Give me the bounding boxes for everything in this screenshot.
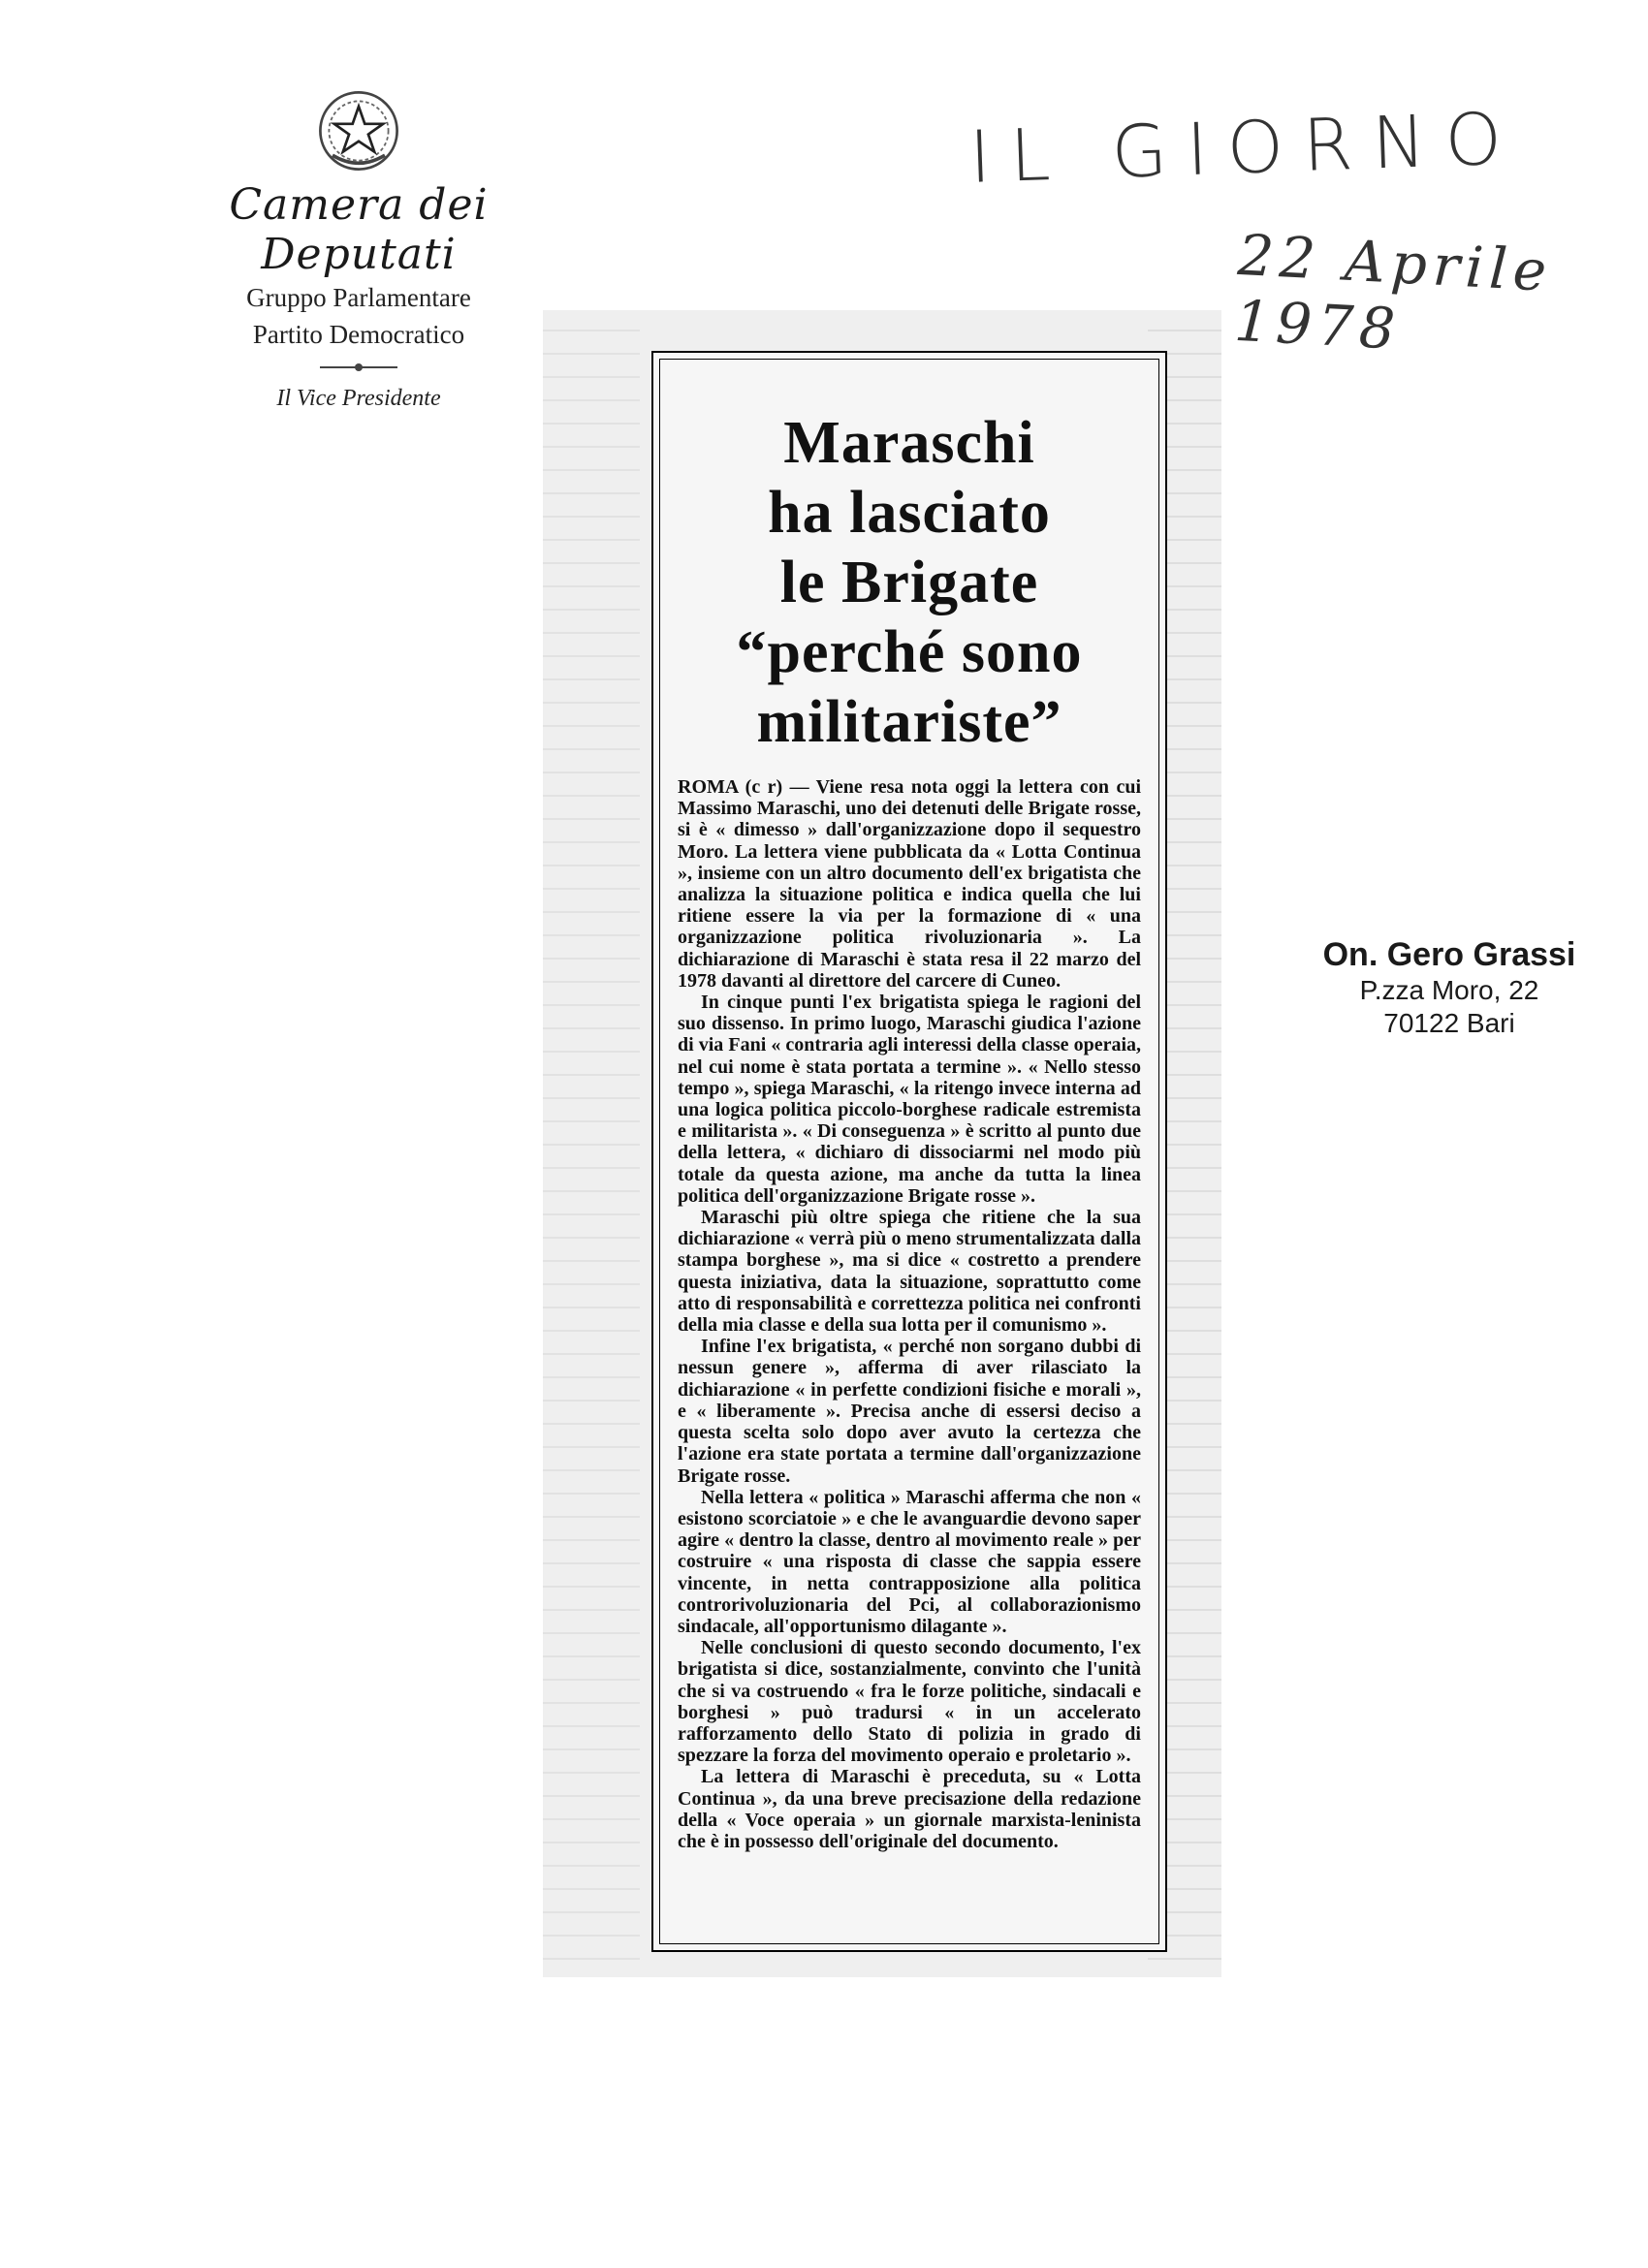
article-paragraph: Nelle conclusioni di questo secondo documento, l'ex brigatista si dice, sostanzialmente, convinto che l'unità che si va costruendo « fra le forze politiche, sindacali e borghesi » può tradursi « in un accelerato rafforzamento dello Stato di polizia in grado di spezzare la forza del movimento operaio e proletario ». [678, 1637, 1141, 1767]
headline-line: ha lasciato [768, 480, 1051, 546]
article-paragraph: Infine l'ex brigatista, « perché non sorgano dubbi di nessun genere », afferma di aver rilasciato la dichiarazione « in perfette condizioni fisiche e morali », e « liberamente ». Precisa anche di essersi deciso a questa scelta solo dopo aver avuto la certezza che l'azione era state portata a termine dall'organizzazione Brigate rosse. [678, 1336, 1141, 1487]
adjacent-column-left [543, 330, 640, 1968]
handwritten-date: 22 Aprile 1978 [1232, 221, 1554, 362]
article-paragraph: Nella lettera « politica » Maraschi afferma che non « esistono scorciatoie » e che le avanguardie devono saper agire « dentro la classe, dentro al movimento reale » per costruire « una risposta di classe che sappia essere vincente, in netta contrapposizione alla politica controrivoluzionaria del Pci, al collaborazionismo sindacale, all'opportunismo dilagante ». [678, 1486, 1141, 1637]
article-paragraph: La lettera di Maraschi è preceduta, su « Lotta Continua », da una breve precisazione della redazione della « Voce operaia » un giornale marxista-leninista che è in possesso dell'originale del documento. [678, 1766, 1141, 1852]
article-paragraph: ROMA (c r) — Viene resa nota oggi la lettera con cui Massimo Maraschi, uno dei detenuti delle Brigate rosse, si è « dimesso » dall'organizzazione dopo il sequestro Moro. La lettera viene pubblicata da « Lotta Continua », insieme con un altro documento dell'ex brigatista che analizza la situazione politica e indica quella che lui ritiene essere la via per la formazione di « una organizzazione politica rivoluzionaria ». La dichiarazione di Maraschi è stata resa il 22 marzo del 1978 davanti al direttore del carcere di Cuneo. [678, 776, 1141, 992]
sender-address: P.zza Moro, 22 [1359, 975, 1539, 1005]
headline-line: “perché sono [736, 619, 1083, 685]
sender-name: On. Gero Grassi [1322, 936, 1576, 973]
group-line-1: Gruppo Parlamentare [246, 283, 471, 312]
group-line-2: Partito Democratico [252, 320, 465, 349]
letterhead-divider [320, 366, 397, 368]
article-paragraph: Maraschi più oltre spiega che ritiene che la sua dichiarazione « verrà più o meno strumentalizzata dalla stampa borghese », ma si dice « costretto a prendere questa iniziativa, data la situazione, soprattutto come atto di responsabilità e correttezza politica nei confronti della mia classe e della sua lotta per il comunismo ». [678, 1207, 1141, 1337]
article-body [660, 776, 1158, 1852]
newspaper-clipping [543, 310, 1221, 1977]
letterhead [155, 87, 562, 412]
handwritten-newspaper-name: IL GIORNO [967, 97, 1523, 200]
headline-line: le Brigate [779, 550, 1039, 615]
headline-line: militariste” [756, 689, 1062, 755]
sender-address-stamp [1299, 935, 1600, 1040]
chamber-name: Camera dei Deputati [229, 180, 489, 279]
italian-republic-emblem-icon [315, 87, 402, 174]
article-paragraph: In cinque punti l'ex brigatista spiega le ragioni del suo dissenso. In primo luogo, Maraschi giudica l'azione di via Fani « contraria agli interessi della classe operaia, nel cui nome è stata portata a termine ». « Nello stesso tempo », spiega Maraschi, « la ritengo invece interna ad una logica politica piccolo-borghese radicale estremista e militarista ». « Di conseguenza » è scritto al punto due della lettera, « dichiaro di dissociarmi nel modo più totale da questa azione, ma anche da tutta la linea politica dell'organizzazione Brigate rosse ». [678, 992, 1141, 1207]
sender-city: 70122 Bari [1383, 1008, 1515, 1038]
article-frame [651, 351, 1167, 1952]
headline-line: Maraschi [783, 410, 1035, 476]
article-headline [660, 408, 1158, 757]
letterhead-role: Il Vice Presidente [276, 386, 441, 411]
article-inner-frame [659, 359, 1159, 1944]
